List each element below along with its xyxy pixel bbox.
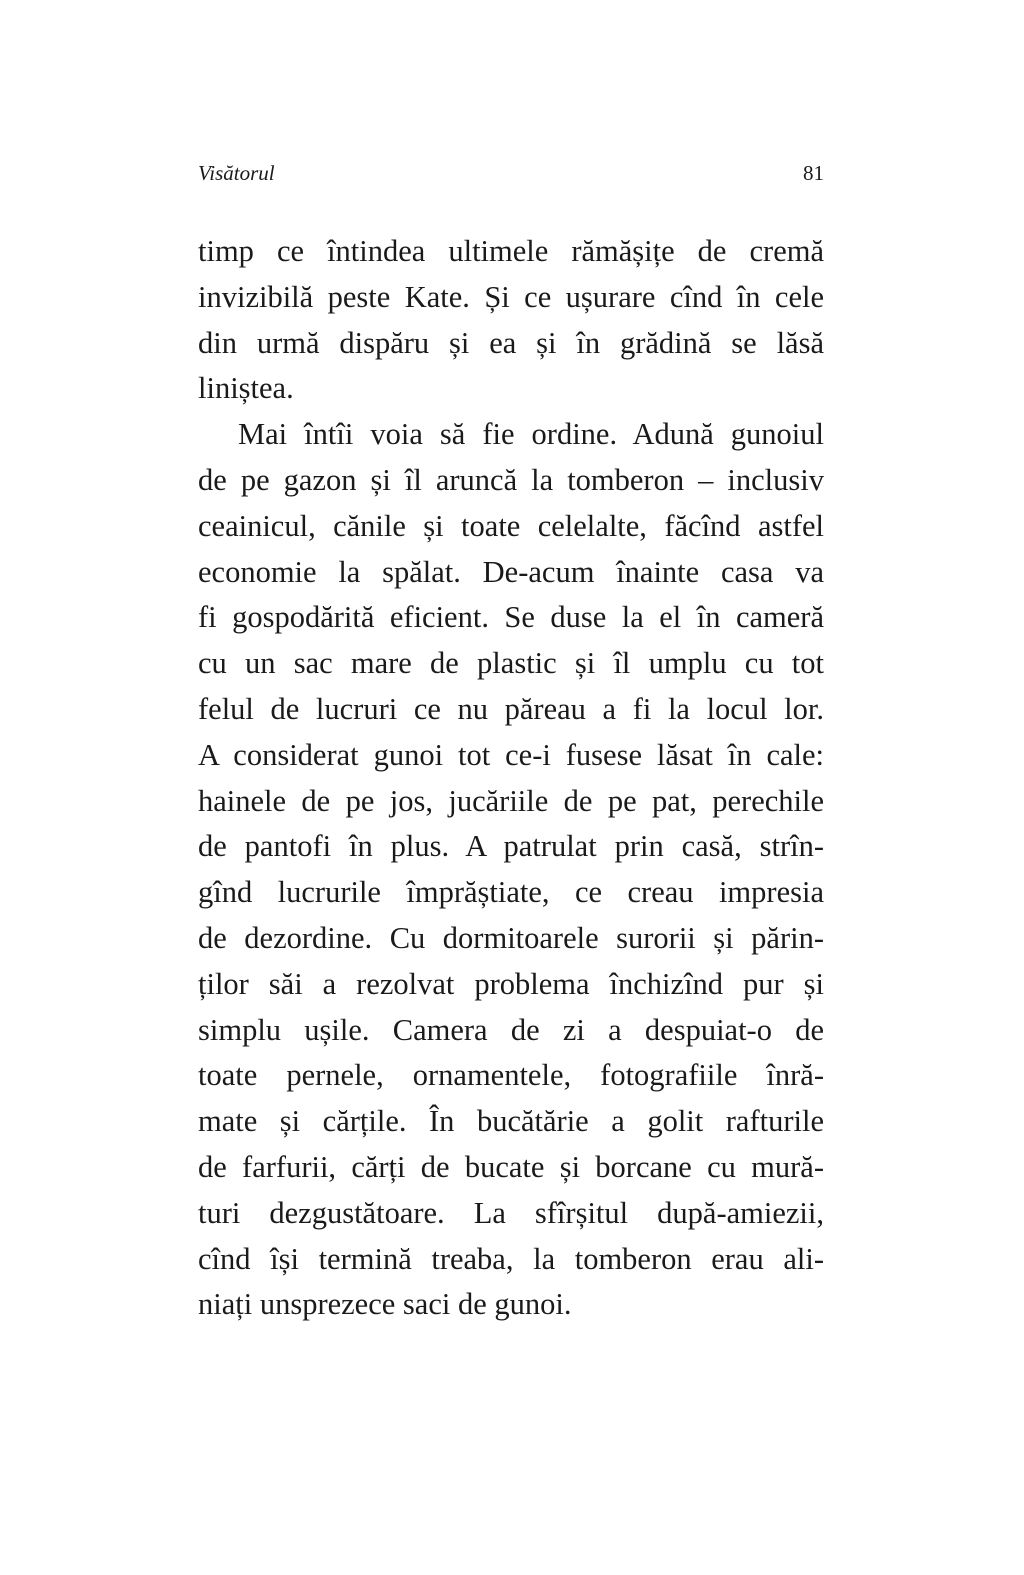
text-line: ților săi a rezolvat problema închizînd pur și: [198, 966, 824, 1001]
text-line: invizibilă peste Kate. Și ce ușurare cînd în cele: [198, 279, 824, 314]
text-line: hainele de pe jos, jucăriile de pe pat, perechile: [198, 783, 824, 818]
text-line: liniștea.: [198, 371, 294, 406]
text-line: economie la spălat. De-acum înainte casa va: [198, 554, 824, 589]
text-line: de dezordine. Cu dormitoarele surorii și părin-: [198, 920, 824, 955]
text-line: din urmă dispăru și ea și în grădină se lăsă: [198, 325, 824, 360]
text-line: toate pernele, ornamentele, fotografiile înră-: [198, 1058, 824, 1093]
text-line: de farfurii, cărți de bucate și borcane cu mură-: [198, 1149, 824, 1184]
text-line: niați unsprezece saci de gunoi.: [198, 1287, 572, 1322]
text-line: fi gospodărită eficient. Se duse la el în cameră: [198, 600, 824, 635]
text-line: turi dezgustătoare. La sfîrșitul după-amiezii,: [198, 1195, 824, 1230]
page-number: 81: [803, 161, 824, 185]
text-line: cînd își termină treaba, la tomberon erau ali-: [198, 1241, 824, 1276]
text-line: felul de lucruri ce nu păreau a fi la locul lor.: [198, 691, 824, 726]
text-line: mate și cărțile. În bucătărie a golit rafturile: [198, 1104, 824, 1139]
running-head: [198, 157, 824, 189]
text-line: de pantofi în plus. A patrulat prin casă, strîn-: [198, 829, 824, 864]
text-line: A considerat gunoi tot ce-i fusese lăsat în cale:: [198, 737, 824, 772]
text-line: Mai întîi voia să fie ordine. Adună gunoiul: [238, 417, 824, 452]
text-line: ceainicul, cănile și toate celelalte, făcînd astfel: [198, 508, 824, 543]
body-text: [198, 229, 824, 1328]
text-line: timp ce întindea ultimele rămășițe de cremă: [198, 234, 824, 268]
text-line: simplu ușile. Camera de zi a despuiat-o de: [198, 1012, 824, 1047]
text-line: cu un sac mare de plastic și îl umplu cu tot: [198, 646, 824, 681]
text-line: gînd lucrurile împrăștiate, ce creau impresia: [198, 875, 824, 910]
text-line: de pe gazon și îl aruncă la tomberon – inclusiv: [198, 462, 824, 497]
running-title: Visătorul: [198, 161, 275, 185]
